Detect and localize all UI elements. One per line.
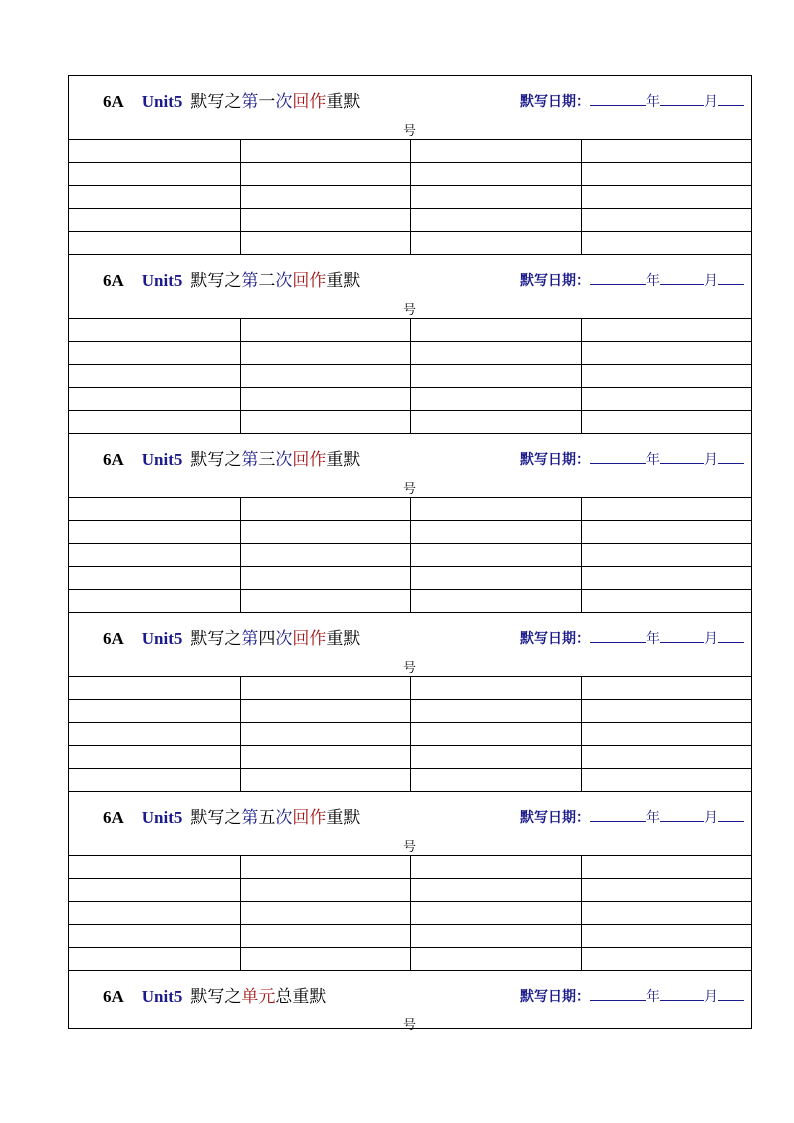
title-part: 回作	[292, 271, 327, 290]
answer-cell[interactable]	[240, 590, 410, 612]
answer-cell[interactable]	[410, 388, 581, 410]
answer-cell[interactable]	[410, 521, 581, 543]
answer-cell[interactable]	[240, 856, 410, 878]
title-part: 一	[258, 92, 276, 111]
answer-cell[interactable]	[410, 186, 581, 208]
dictation-type	[190, 987, 326, 1006]
dictation-section	[69, 971, 751, 1033]
section-title	[103, 266, 360, 291]
answer-cell[interactable]	[410, 140, 581, 162]
title-part: 默写之	[190, 987, 242, 1006]
table-row	[69, 902, 751, 925]
answer-cell[interactable]	[240, 411, 410, 433]
title-part: 默写之	[190, 808, 242, 827]
answer-cell[interactable]	[240, 700, 410, 722]
title-part: 重默	[326, 92, 361, 111]
answer-cell[interactable]	[240, 879, 410, 901]
grade-label: 6A	[103, 450, 124, 469]
answer-cell[interactable]	[69, 590, 240, 612]
answer-cell[interactable]	[581, 365, 751, 387]
table-row	[69, 498, 751, 521]
answer-cell[interactable]	[581, 140, 751, 162]
title-part: 回作	[292, 808, 327, 827]
section-title	[103, 803, 360, 828]
section-header	[69, 792, 751, 856]
title-part: 默写之	[190, 271, 242, 290]
number-label: 号	[403, 303, 417, 318]
table-row	[69, 342, 751, 365]
answer-cell[interactable]	[240, 948, 410, 970]
table-row	[69, 209, 751, 232]
title-part: 默写之	[190, 450, 242, 469]
title-part: 五	[258, 808, 276, 827]
month-label: 月	[704, 989, 718, 1005]
section-header	[69, 76, 751, 140]
answer-cell[interactable]	[410, 590, 581, 612]
answer-cell[interactable]	[410, 365, 581, 387]
day-blank[interactable]	[718, 809, 744, 822]
unit-label: Unit5	[141, 629, 183, 648]
section-header	[69, 971, 751, 1033]
number-label: 号	[403, 840, 417, 855]
answer-cell[interactable]	[240, 140, 410, 162]
answer-cell[interactable]	[581, 700, 751, 722]
answer-cell[interactable]	[69, 769, 240, 791]
answer-cell[interactable]	[581, 186, 751, 208]
dictation-section	[69, 255, 751, 434]
title-part: 第	[241, 92, 259, 111]
section-header	[69, 434, 751, 498]
answer-cell[interactable]	[69, 365, 240, 387]
answer-cell[interactable]	[69, 700, 240, 722]
answer-cell[interactable]	[581, 590, 751, 612]
unit-label: Unit5	[141, 808, 183, 827]
answer-cell[interactable]	[410, 879, 581, 901]
answer-cell[interactable]	[69, 521, 240, 543]
unit-label: Unit5	[141, 92, 183, 111]
title-part: 重默	[326, 450, 361, 469]
table-row	[69, 388, 751, 411]
answer-cell[interactable]	[69, 342, 240, 364]
title-part: 第	[241, 450, 259, 469]
date-field	[520, 449, 744, 469]
answer-cell[interactable]	[581, 342, 751, 364]
year-label: 年	[646, 989, 660, 1005]
answer-cell[interactable]	[581, 232, 751, 254]
answer-cell[interactable]	[69, 902, 240, 924]
section-header	[69, 613, 751, 677]
answer-cell[interactable]	[69, 411, 240, 433]
year-label: 年	[646, 273, 660, 289]
table-row	[69, 677, 751, 700]
title-part: 四	[258, 629, 276, 648]
title-part: 回作	[292, 629, 327, 648]
table-row	[69, 186, 751, 209]
answer-cell[interactable]	[69, 140, 240, 162]
title-part: 重默	[326, 808, 361, 827]
title-part: 重默	[326, 629, 361, 648]
dictation-type	[190, 92, 360, 111]
year-blank[interactable]	[590, 630, 646, 643]
date-label: 默写日期：	[520, 810, 590, 826]
month-blank[interactable]	[660, 630, 704, 643]
unit-label: Unit5	[141, 450, 183, 469]
answer-cell[interactable]	[69, 948, 240, 970]
title-part: 第	[241, 629, 259, 648]
title-part: 回作	[292, 450, 327, 469]
answer-cell[interactable]	[410, 677, 581, 699]
answer-cell[interactable]	[410, 163, 581, 185]
unit-label: Unit5	[141, 271, 183, 290]
date-label: 默写日期：	[520, 989, 590, 1005]
answer-cell[interactable]	[410, 319, 581, 341]
table-row	[69, 746, 751, 769]
answer-cell[interactable]	[581, 319, 751, 341]
day-blank[interactable]	[718, 93, 744, 106]
month-label: 月	[704, 810, 718, 826]
title-part: 重默	[326, 271, 361, 290]
date-label: 默写日期：	[520, 452, 590, 468]
section-header	[69, 255, 751, 319]
answer-cell[interactable]	[581, 902, 751, 924]
date-field	[520, 807, 744, 827]
answer-cell[interactable]	[581, 163, 751, 185]
number-label: 号	[403, 1018, 417, 1033]
dictation-section	[69, 434, 751, 613]
dictation-type	[190, 808, 360, 827]
answer-cell[interactable]	[581, 498, 751, 520]
title-part: 默写之	[190, 92, 242, 111]
title-part: 次	[275, 808, 293, 827]
section-title	[103, 982, 326, 1007]
answer-cell[interactable]	[69, 186, 240, 208]
title-part: 总重默	[275, 987, 327, 1006]
answer-cell[interactable]	[240, 163, 410, 185]
date-label: 默写日期：	[520, 631, 590, 647]
answer-cell[interactable]	[581, 388, 751, 410]
day-blank[interactable]	[718, 988, 744, 1001]
section-title	[103, 87, 360, 112]
answer-cell[interactable]	[240, 342, 410, 364]
answer-cell[interactable]	[581, 521, 751, 543]
answer-cell[interactable]	[69, 723, 240, 745]
date-field	[520, 628, 744, 648]
answer-cell[interactable]	[581, 879, 751, 901]
month-blank[interactable]	[660, 272, 704, 285]
year-blank[interactable]	[590, 451, 646, 464]
title-part: 默写之	[190, 629, 242, 648]
answer-cell[interactable]	[69, 209, 240, 231]
answer-cell[interactable]	[69, 746, 240, 768]
year-label: 年	[646, 94, 660, 110]
grade-label: 6A	[103, 987, 124, 1006]
answer-cell[interactable]	[410, 948, 581, 970]
answer-cell[interactable]	[240, 567, 410, 589]
answer-cell[interactable]	[240, 365, 410, 387]
year-blank[interactable]	[590, 809, 646, 822]
answer-cell[interactable]	[240, 925, 410, 947]
table-row	[69, 879, 751, 902]
answer-cell[interactable]	[240, 319, 410, 341]
grade-label: 6A	[103, 808, 124, 827]
answer-cell[interactable]	[240, 723, 410, 745]
month-label: 月	[704, 94, 718, 110]
answer-cell[interactable]	[69, 856, 240, 878]
title-part: 三	[258, 450, 276, 469]
month-blank[interactable]	[660, 809, 704, 822]
table-row	[69, 723, 751, 746]
title-part: 第	[241, 808, 259, 827]
table-row	[69, 544, 751, 567]
title-part: 次	[275, 92, 293, 111]
title-part: 单元	[241, 987, 276, 1006]
answer-cell[interactable]	[240, 498, 410, 520]
answer-cell[interactable]	[410, 411, 581, 433]
answer-cell[interactable]	[410, 769, 581, 791]
table-row	[69, 567, 751, 590]
answer-cell[interactable]	[410, 856, 581, 878]
table-row	[69, 319, 751, 342]
grade-label: 6A	[103, 271, 124, 290]
dictation-type	[190, 450, 360, 469]
table-row	[69, 365, 751, 388]
answer-cell[interactable]	[240, 388, 410, 410]
answer-cell[interactable]	[581, 769, 751, 791]
title-part: 次	[275, 629, 293, 648]
grade-label: 6A	[103, 629, 124, 648]
table-row	[69, 925, 751, 948]
title-part: 二	[258, 271, 276, 290]
dictation-section	[69, 613, 751, 792]
answer-cell[interactable]	[69, 163, 240, 185]
answer-cell[interactable]	[240, 769, 410, 791]
answer-cell[interactable]	[410, 544, 581, 566]
title-part: 次	[275, 271, 293, 290]
answer-cell[interactable]	[240, 677, 410, 699]
title-part: 次	[275, 450, 293, 469]
answer-cell[interactable]	[581, 948, 751, 970]
number-label: 号	[403, 124, 417, 139]
answer-cell[interactable]	[69, 232, 240, 254]
day-blank[interactable]	[718, 630, 744, 643]
answer-cell[interactable]	[581, 925, 751, 947]
date-field	[520, 986, 744, 1006]
month-blank[interactable]	[660, 451, 704, 464]
answer-cell[interactable]	[240, 232, 410, 254]
answer-cell[interactable]	[410, 700, 581, 722]
answer-cell[interactable]	[410, 209, 581, 231]
year-label: 年	[646, 631, 660, 647]
day-blank[interactable]	[718, 272, 744, 285]
answer-cell[interactable]	[581, 209, 751, 231]
table-row	[69, 700, 751, 723]
answer-cell[interactable]	[240, 521, 410, 543]
date-label: 默写日期：	[520, 273, 590, 289]
table-row	[69, 232, 751, 255]
section-title	[103, 445, 360, 470]
day-blank[interactable]	[718, 451, 744, 464]
title-part: 第	[241, 271, 259, 290]
month-label: 月	[704, 273, 718, 289]
answer-cell[interactable]	[581, 856, 751, 878]
answer-cell[interactable]	[581, 411, 751, 433]
answer-cell[interactable]	[410, 902, 581, 924]
answer-cell[interactable]	[240, 902, 410, 924]
dictation-type	[190, 271, 360, 290]
answer-cell[interactable]	[581, 746, 751, 768]
month-label: 月	[704, 631, 718, 647]
answer-cell[interactable]	[581, 567, 751, 589]
table-row	[69, 411, 751, 434]
title-part: 回作	[292, 92, 327, 111]
number-label: 号	[403, 482, 417, 497]
answer-cell[interactable]	[240, 209, 410, 231]
answer-cell[interactable]	[69, 567, 240, 589]
answer-cell[interactable]	[410, 342, 581, 364]
table-row	[69, 140, 751, 163]
table-row	[69, 590, 751, 613]
answer-cell[interactable]	[69, 879, 240, 901]
number-label: 号	[403, 661, 417, 676]
dictation-section	[69, 76, 751, 255]
answer-cell[interactable]	[410, 746, 581, 768]
answer-cell[interactable]	[69, 925, 240, 947]
answer-cell[interactable]	[581, 723, 751, 745]
table-row	[69, 856, 751, 879]
month-blank[interactable]	[660, 988, 704, 1001]
answer-cell[interactable]	[410, 925, 581, 947]
date-field	[520, 91, 744, 111]
dictation-type	[190, 629, 360, 648]
unit-label: Unit5	[141, 987, 183, 1006]
answer-cell[interactable]	[410, 232, 581, 254]
grade-label: 6A	[103, 92, 124, 111]
year-label: 年	[646, 452, 660, 468]
answer-cell[interactable]	[69, 388, 240, 410]
year-blank[interactable]	[590, 988, 646, 1001]
answer-cell[interactable]	[240, 186, 410, 208]
section-title	[103, 624, 360, 649]
answer-cell[interactable]	[240, 746, 410, 768]
answer-cell[interactable]	[581, 544, 751, 566]
answer-cell[interactable]	[69, 319, 240, 341]
answer-cell[interactable]	[410, 567, 581, 589]
table-row	[69, 769, 751, 792]
answer-cell[interactable]	[69, 677, 240, 699]
date-label: 默写日期：	[520, 94, 590, 110]
month-label: 月	[704, 452, 718, 468]
year-blank[interactable]	[590, 272, 646, 285]
answer-cell[interactable]	[581, 677, 751, 699]
date-field	[520, 270, 744, 290]
month-blank[interactable]	[660, 93, 704, 106]
year-label: 年	[646, 810, 660, 826]
answer-cell[interactable]	[69, 544, 240, 566]
dictation-section	[69, 792, 751, 971]
table-row	[69, 948, 751, 971]
table-row	[69, 163, 751, 186]
answer-cell[interactable]	[410, 498, 581, 520]
dictation-sheet	[68, 75, 752, 1033]
year-blank[interactable]	[590, 93, 646, 106]
table-row	[69, 521, 751, 544]
answer-cell[interactable]	[410, 723, 581, 745]
answer-cell[interactable]	[69, 498, 240, 520]
answer-cell[interactable]	[240, 544, 410, 566]
